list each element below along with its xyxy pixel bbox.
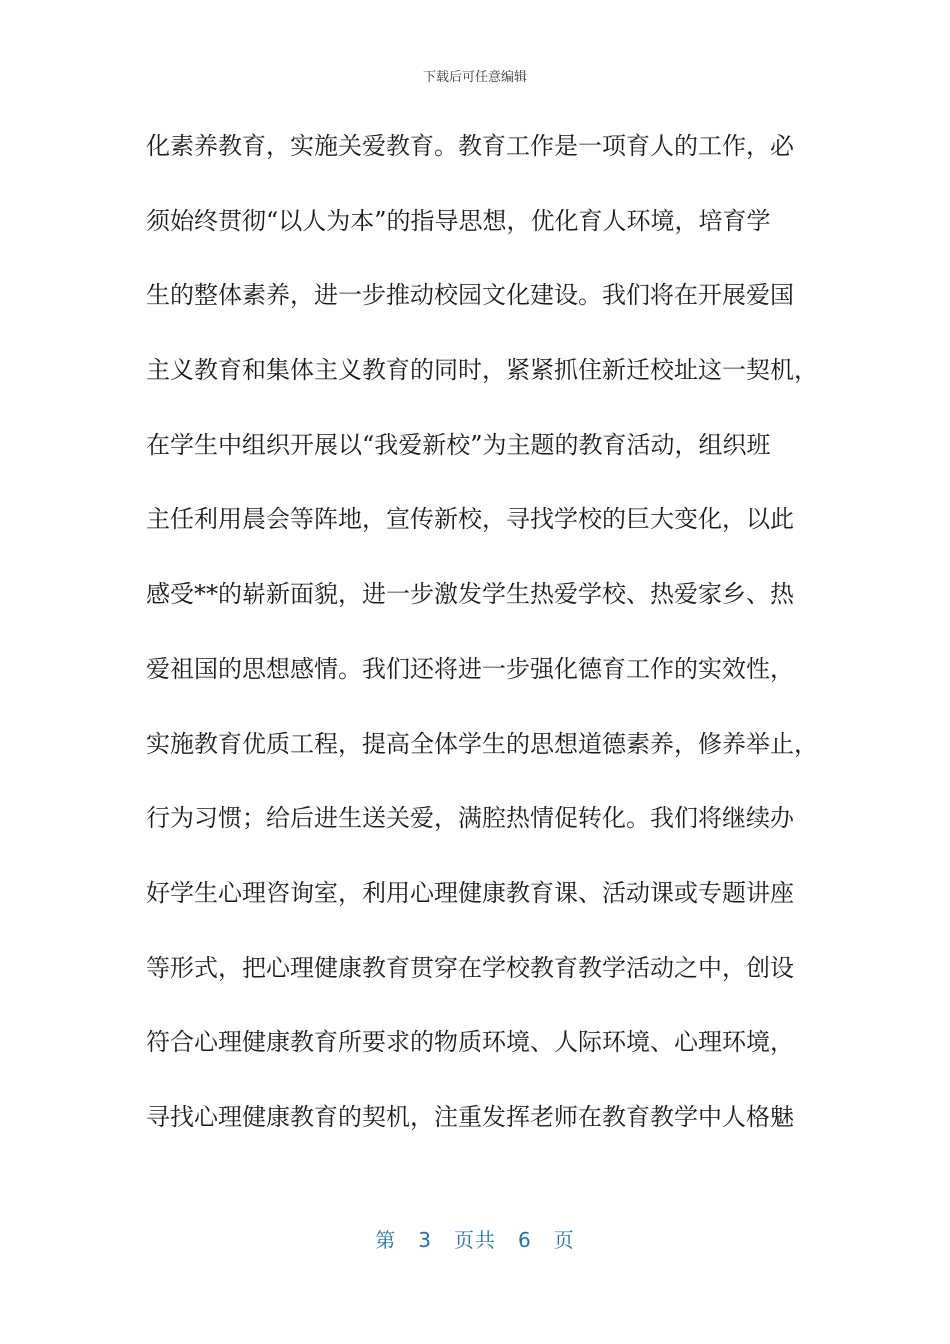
body-line: 化素养教育，实施关爱教育。教育工作是一项育人的工作，必 — [146, 132, 794, 160]
body-line: 主义教育和集体主义教育的同时，紧紧抓住新迁校址这一契机， — [146, 356, 818, 385]
body-line: 符合心理健康教育所要求的物质环境、人际环境、心理环境， — [146, 1028, 794, 1057]
current-page-number: 3 — [418, 1228, 432, 1252]
body-line: 寻找心理健康教育的契机，注重发挥老师在教育教学中人格魅 — [146, 1102, 794, 1131]
page-header-note: 下载后可任意编辑 — [422, 70, 527, 85]
total-page-number: 6 — [518, 1228, 532, 1252]
body-line: 须始终贯彻“以人为本”的指导思想，优化育人环境，培育学 — [146, 206, 771, 235]
page-footer — [0, 1224, 950, 1253]
document-body — [146, 118, 818, 1164]
body-line: 行为习惯；给后进生送关爱，满腔热情促转化。我们将继续办 — [146, 804, 794, 833]
body-line: 主任利用晨会等阵地，宣传新校，寻找学校的巨大变化，以此 — [146, 505, 794, 534]
body-line: 等形式，把心理健康教育贯穿在学校教育教学活动之中，创设 — [146, 953, 794, 982]
body-line: 好学生心理咨询室，利用心理健康教育课、活动课或专题讲座 — [146, 878, 794, 907]
body-line: 生的整体素养，进一步推动校园文化建设。我们将在开展爱国 — [146, 281, 794, 310]
body-line: 爱祖国的思想感情。我们还将进一步强化德育工作的实效性， — [146, 654, 794, 683]
body-line: 感受**的崭新面貌，进一步激发学生热爱学校、热爱家乡、热 — [146, 580, 794, 609]
footer-prefix: 第 — [375, 1228, 397, 1252]
footer-suffix: 页 — [553, 1228, 575, 1252]
footer-middle: 页共 — [454, 1228, 496, 1252]
body-line: 在学生中组织开展以“我爱新校”为主题的教育活动，组织班 — [146, 430, 771, 459]
body-line: 实施教育优质工程，提高全体学生的思想道德素养，修养举止， — [146, 729, 818, 758]
